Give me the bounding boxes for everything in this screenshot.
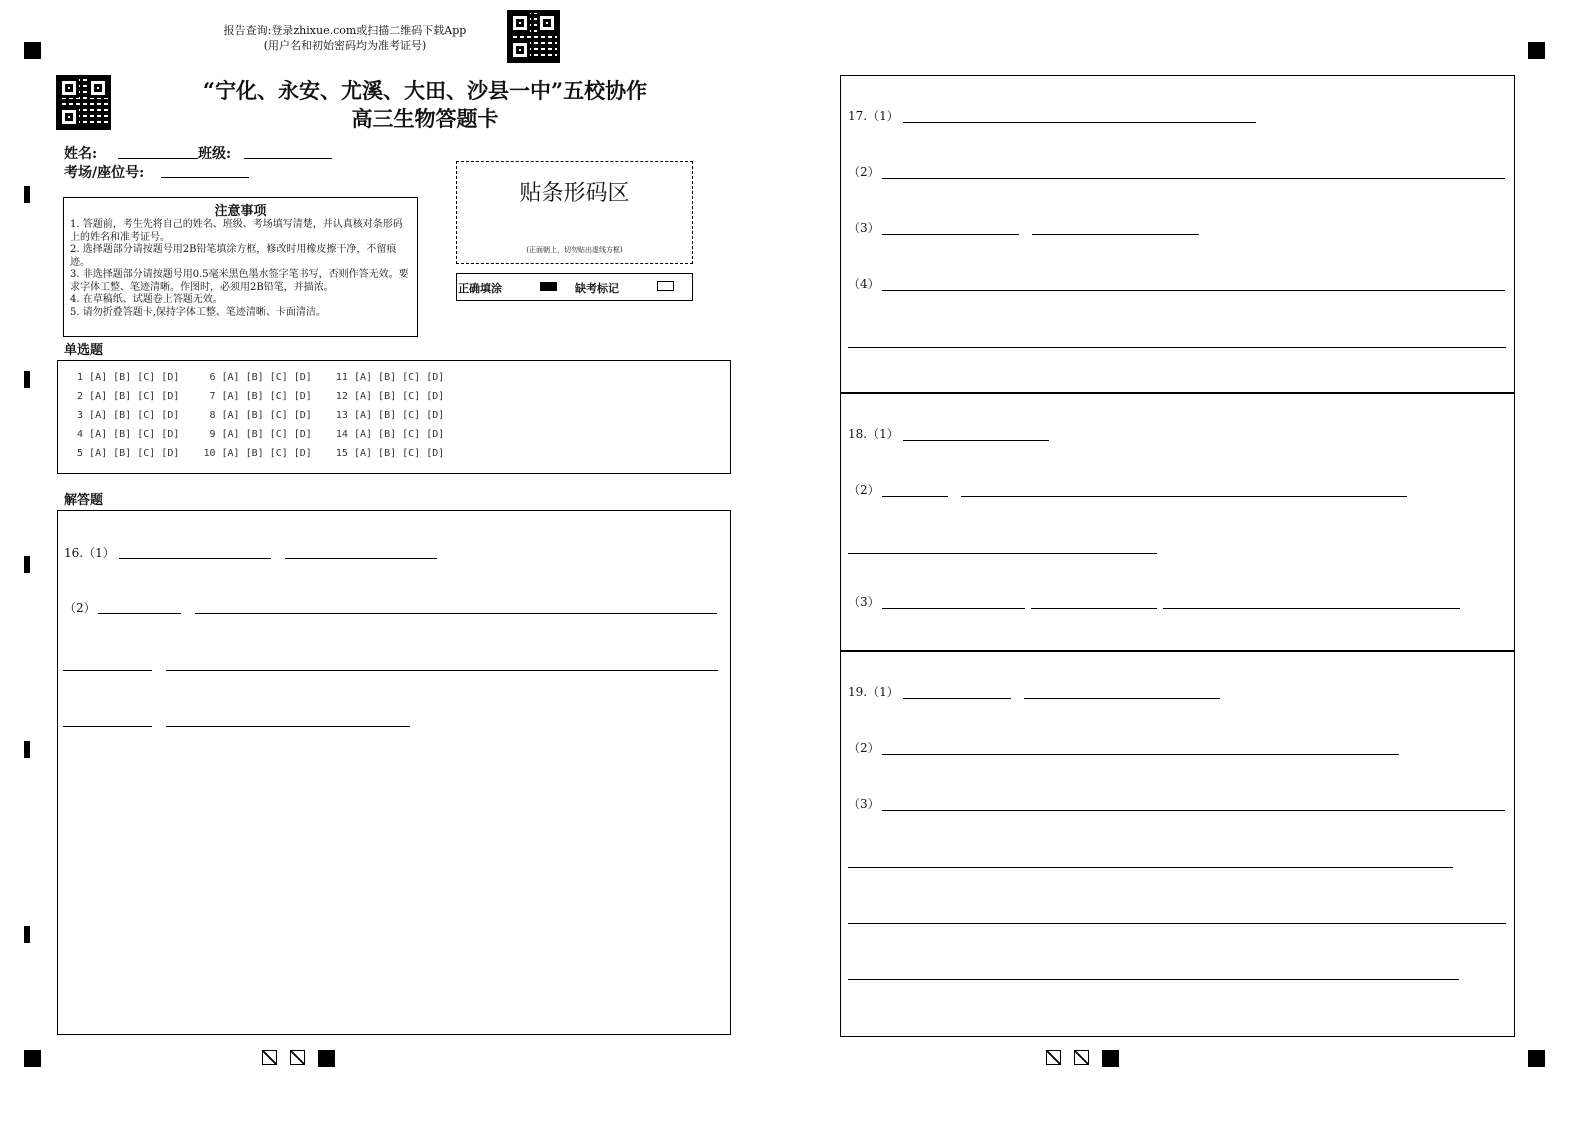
q16-answer-line[interactable]	[63, 726, 152, 727]
notice-title: 注意事项	[214, 204, 267, 219]
single-choice-label: 单选题	[64, 343, 104, 358]
timing-mark	[24, 741, 30, 758]
q18-part3-label: （3）	[848, 595, 880, 609]
class-field[interactable]	[244, 158, 332, 159]
timing-mark	[24, 186, 30, 203]
page-code-fill-icon	[318, 1050, 335, 1067]
q16-answer-line[interactable]	[63, 670, 152, 671]
corner-mark-bottom-right	[1528, 1050, 1545, 1067]
q19-part3-label: （3）	[848, 797, 880, 811]
answer-section-label: 解答题	[64, 493, 104, 508]
notice-item: 1. 答题前，考生先将自己的姓名、班级、考场填写清楚，并认真核对条形码上的姓名和准考证号。	[70, 219, 403, 243]
q16-part2-label: （2）	[64, 601, 96, 615]
notice-item: 5. 请勿折叠答题卡,保持字体工整、笔迹清晰、卡面清洁。	[70, 306, 326, 318]
q19-answer-line[interactable]	[882, 754, 1399, 755]
seat-label: 考场/座位号:	[64, 165, 145, 181]
page-code-box-icon	[262, 1050, 277, 1065]
corner-mark-top-left	[24, 42, 41, 59]
barcode-area	[456, 161, 693, 264]
report-line-1: 报告查询:登录zhixue.com或扫描二维码下载App	[223, 24, 467, 37]
q18-answer-line[interactable]	[961, 496, 1407, 497]
notice-item: 3. 非选择题部分请按题号用0.5毫米黑色墨水签字笔书写，否则作答无效。要求字体工整、笔迹清晰。作图时，必须用2B铅笔，并描浓。	[70, 269, 409, 293]
report-line-2: (用户名和初始密码均为准考证号)	[263, 39, 427, 52]
q18-part1-label: 18.（1）	[848, 427, 899, 441]
barcode-title: 贴条形码区	[519, 181, 630, 206]
q19-part2-label: （2）	[848, 741, 880, 755]
answer-box-19	[840, 650, 1515, 1037]
choice-row[interactable]: 2 [A] [B] [C] [D] 7 [A] [B] [C] [D] 12 [A] [B] [C] [D]	[71, 391, 445, 402]
notice-item: 2. 选择题部分请按题号用2B铅笔填涂方框，修改时用橡皮擦干净，不留痕迹。	[70, 244, 397, 268]
q16-part1-label: 16.（1）	[64, 546, 115, 560]
q19-answer-line[interactable]	[903, 698, 1011, 699]
q19-answer-line[interactable]	[848, 923, 1506, 924]
answer-box-18	[840, 392, 1515, 652]
notice-box	[63, 197, 418, 337]
q17-answer-line[interactable]	[882, 234, 1019, 235]
student-qr-code-icon	[56, 75, 111, 130]
q17-answer-line[interactable]	[1032, 234, 1199, 235]
page-code-box-icon	[1046, 1050, 1061, 1065]
report-query-note	[190, 23, 500, 53]
choice-row[interactable]: 1 [A] [B] [C] [D] 6 [A] [B] [C] [D] 11 [A] [B] [C] [D]	[71, 372, 445, 383]
q19-part1-label: 19.（1）	[848, 685, 899, 699]
q16-answer-line[interactable]	[285, 558, 437, 559]
answer-box-16	[57, 510, 731, 1035]
title-line-2: 高三生物答题卡	[351, 106, 499, 131]
q17-answer-line[interactable]	[848, 347, 1506, 348]
fill-legend	[456, 273, 693, 301]
q19-answer-line[interactable]	[1024, 698, 1220, 699]
absent-mark-label: 缺考标记	[575, 282, 619, 295]
choice-row[interactable]: 5 [A] [B] [C] [D] 10 [A] [B] [C] [D] 15 [A] [B] [C] [D]	[71, 448, 445, 459]
page-code-box-icon	[1074, 1050, 1089, 1065]
class-label: 班级:	[198, 146, 232, 162]
correct-fill-sample-icon	[540, 282, 557, 291]
q18-answer-line[interactable]	[882, 608, 1025, 609]
q18-answer-line[interactable]	[1031, 608, 1157, 609]
choice-row[interactable]: 4 [A] [B] [C] [D] 9 [A] [B] [C] [D] 14 [A] [B] [C] [D]	[71, 429, 445, 440]
q16-answer-line[interactable]	[195, 613, 717, 614]
timing-mark	[24, 371, 30, 388]
page-code-box-icon	[290, 1050, 305, 1065]
q17-answer-line[interactable]	[882, 178, 1505, 179]
answer-box-17	[840, 75, 1515, 394]
single-choice-box	[57, 360, 731, 474]
q19-answer-line[interactable]	[848, 867, 1453, 868]
correct-fill-label: 正确填涂	[458, 282, 502, 295]
absent-mark-checkbox[interactable]	[657, 281, 674, 291]
timing-mark	[24, 556, 30, 573]
q18-answer-line[interactable]	[848, 553, 1157, 554]
q18-answer-line[interactable]	[882, 496, 948, 497]
q16-answer-line[interactable]	[119, 558, 271, 559]
q18-answer-line[interactable]	[903, 440, 1049, 441]
q19-answer-line[interactable]	[882, 810, 1505, 811]
q17-answer-line[interactable]	[903, 122, 1256, 123]
q18-answer-line[interactable]	[1163, 608, 1460, 609]
q18-part2-label: （2）	[848, 483, 880, 497]
page-title	[150, 75, 700, 133]
name-field[interactable]	[118, 158, 198, 159]
page-code-fill-icon	[1102, 1050, 1119, 1067]
q16-answer-line[interactable]	[166, 726, 410, 727]
q17-answer-line[interactable]	[882, 290, 1505, 291]
name-label: 姓名:	[64, 146, 98, 162]
q17-part4-label: （4）	[848, 277, 880, 291]
q17-part2-label: （2）	[848, 165, 880, 179]
choice-row[interactable]: 3 [A] [B] [C] [D] 8 [A] [B] [C] [D] 13 [A] [B] [C] [D]	[71, 410, 445, 421]
seat-field[interactable]	[161, 177, 249, 178]
q17-part3-label: （3）	[848, 221, 880, 235]
q16-answer-line[interactable]	[98, 613, 181, 614]
app-qr-code-icon	[507, 10, 560, 63]
corner-mark-top-right	[1528, 42, 1545, 59]
timing-mark	[24, 926, 30, 943]
barcode-note: (正面朝上，切勿贴出虚线方框)	[526, 246, 623, 254]
corner-mark-bottom-left	[24, 1050, 41, 1067]
q17-part1-label: 17.（1）	[848, 109, 899, 123]
q16-answer-line[interactable]	[166, 670, 718, 671]
q19-answer-line[interactable]	[848, 979, 1459, 980]
title-line-1: “宁化、永安、尤溪、大田、沙县一中”五校协作	[202, 78, 648, 103]
notice-item: 4. 在草稿纸、试题卷上答题无效。	[70, 294, 223, 305]
